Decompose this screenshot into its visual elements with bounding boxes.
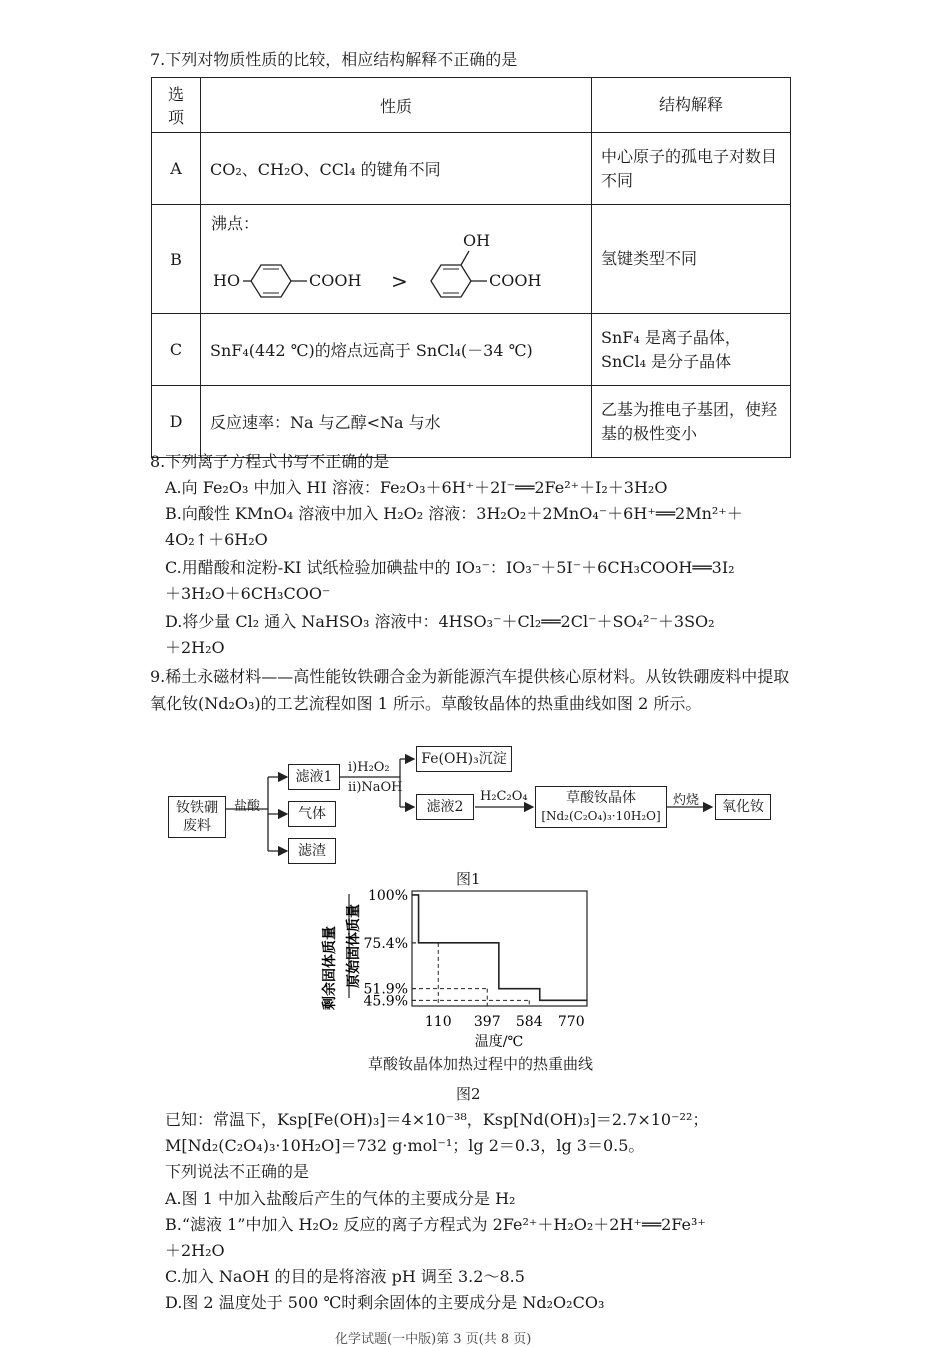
row-b-explanation: 氢键类型不同 <box>592 205 791 314</box>
q7-stem: 7.下列对物质性质的比较，相应结构解释不正确的是 <box>150 50 518 69</box>
tg-ylabel-bottom: 原始固体质量 <box>346 904 362 988</box>
crystal-line1: 草酸钕晶体 <box>566 790 636 806</box>
row-b-oh: OH <box>463 231 491 250</box>
q7-row-d <box>152 386 791 458</box>
burn-label: 灼烧 <box>673 793 700 808</box>
step-i-label: i)H₂O₂ <box>348 760 390 775</box>
tg-xtick-label: 397 <box>473 1014 501 1030</box>
residue-box: 滤渣 <box>288 838 336 864</box>
row-b-cooh-1: COOH <box>309 271 362 290</box>
feoh3-box: Fe(OH)₃沉淀 <box>416 746 512 772</box>
h2c2o4-label: H₂C₂O₄ <box>480 789 528 804</box>
page-footer: 化学试题(一中版)第 3 页(共 8 页) <box>335 1332 532 1347</box>
tg-ytick-label: 45.9% <box>363 993 408 1010</box>
tg-curve <box>412 895 587 1000</box>
product-box: 氧化钕 <box>715 794 771 820</box>
q9-known-line1: 已知：常温下，Ksp[Fe(OH)₃]＝4×10⁻³⁸，Ksp[Nd(OH)₃]＝2.7×10⁻²²； <box>165 1110 709 1129</box>
header-explanation: 结构解释 <box>592 78 791 133</box>
q7-row-c <box>152 314 791 386</box>
row-d-property: 反应速率：Na 与乙醇<Na 与水 <box>201 386 592 458</box>
row-b-compare: > <box>391 269 408 293</box>
q8-option-d-line2: ＋2H₂O <box>165 638 225 657</box>
row-b-ho: HO <box>213 271 241 290</box>
filtrate1-box: 滤液1 <box>288 764 340 790</box>
tg-xlabel: 温度/℃ <box>474 1034 524 1050</box>
raw-material-line1: 钕铁硼 <box>176 800 218 816</box>
tg-ytick-label: 100% <box>367 887 408 904</box>
row-d-explanation: 乙基为推电子基团，使羟基的极性变小 <box>592 386 791 458</box>
tg-xtick-label: 770 <box>557 1014 585 1030</box>
row-c-property: SnF₄(442 ℃)的熔点远高于 SnCl₄(－34 ℃) <box>201 314 592 386</box>
q8-stem: 8.下列离子方程式书写不正确的是 <box>150 452 390 471</box>
crystal-box <box>535 786 667 828</box>
fig2-caption: 图2 <box>456 1085 481 1103</box>
q7-header-row <box>152 78 791 133</box>
row-c-option: C <box>152 314 201 386</box>
q8-option-c-line2: ＋3H₂O＋6CH₃COO⁻ <box>165 584 331 603</box>
header-option: 选项 <box>152 78 201 133</box>
raw-material-line2: 废料 <box>183 818 211 834</box>
crystal-line2: [Nd₂(C₂O₄)₃·10H₂O] <box>541 809 661 823</box>
row-a-option: A <box>152 133 201 205</box>
q9-option-c: C.加入 NaOH 的目的是将溶液 pH 调至 3.2～8.5 <box>165 1267 525 1286</box>
q8-option-b-line1: B.向酸性 KMnO₄ 溶液中加入 H₂O₂ 溶液：3H₂O₂＋2MnO₄⁻＋6H⁺══2Mn²⁺＋ <box>165 504 743 523</box>
tg-xtick-label: 584 <box>515 1014 543 1030</box>
flow-chart <box>150 740 790 890</box>
row-d-option: D <box>152 386 201 458</box>
tg-ytick-label: 51.9% <box>363 981 408 998</box>
row-b-cooh-2: COOH <box>489 271 542 290</box>
tg-title: 草酸钕晶体加热过程中的热重曲线 <box>368 1055 594 1073</box>
row-b-property <box>201 205 592 314</box>
q9-option-d: D.图 2 温度处于 500 ℃时剩余固体的主要成分是 Nd₂O₂CO₃ <box>165 1293 605 1312</box>
q8-option-d-line1: D.将少量 Cl₂ 通入 NaHSO₃ 溶液中：4HSO₃⁻＋Cl₂══2Cl⁻＋SO₄²⁻＋3SO₂ <box>165 612 715 631</box>
row-a-explanation: 中心原子的孤电子对数目不同 <box>592 133 791 205</box>
q9-option-b-line2: ＋2H₂O <box>165 1241 225 1260</box>
q8-option-c-line1: C.用醋酸和淀粉-KI 试纸检验加碘盐中的 IO₃⁻：IO₃⁻＋5I⁻＋6CH₃COOH══3I₂ <box>165 558 735 577</box>
q8-option-a: A.向 Fe₂O₃ 中加入 HI 溶液：Fe₂O₃＋6H⁺＋2I⁻══2Fe²⁺＋I₂＋3H₂O <box>165 478 668 497</box>
step-ii-label: ii)NaOH <box>348 780 403 795</box>
q9-option-b-line1: B.“滤液 1”中加入 H₂O₂ 反应的离子方程式为 2Fe²⁺＋H₂O₂＋2H⁺══2Fe³⁺ <box>165 1215 706 1234</box>
gas-box: 气体 <box>288 801 336 827</box>
q7-table <box>151 77 791 458</box>
row-a-property: CO₂、CH₂O、CCl₄ 的键角不同 <box>201 133 592 205</box>
q9-known-line2: M[Nd₂(C₂O₄)₃·10H₂O]＝732 g·mol⁻¹；lg 2＝0.3，lg 3＝0.5。 <box>165 1136 645 1155</box>
tg-chart <box>300 886 640 1056</box>
tg-xtick-label: 110 <box>424 1014 452 1030</box>
tg-ytick-label: 75.4% <box>363 935 408 952</box>
q7-row-b <box>152 205 791 314</box>
tg-ylabel-top: 剩余固体质量 <box>322 926 338 1010</box>
fig1-caption: 图1 <box>456 870 481 888</box>
q9-option-a: A.图 1 中加入盐酸后产生的气体的主要成分是 H₂ <box>165 1189 516 1208</box>
filtrate2-box: 滤液2 <box>416 794 474 820</box>
row-b-option: B <box>152 205 201 314</box>
row-b-label: 沸点： <box>211 214 260 233</box>
q9-ask: 下列说法不正确的是 <box>165 1162 310 1181</box>
q7-row-a <box>152 133 791 205</box>
q8-option-b-line2: 4O₂↑＋6H₂O <box>165 530 268 549</box>
header-property: 性质 <box>201 78 592 133</box>
raw-material-box <box>168 796 226 838</box>
benzene-structures <box>201 205 585 313</box>
q9-stem: 9.稀土永磁材料——高性能钕铁硼合金为新能源汽车提供核心原材料。从钕铁硼废料中提取氧化钕(Nd₂O₃)的工艺流程如图 1 所示。草酸钕晶体的热重曲线如图 2 所示。 <box>150 667 790 713</box>
hcl-label: 盐酸 <box>234 799 261 814</box>
row-c-explanation: SnF₄ 是离子晶体，SnCl₄ 是分子晶体 <box>592 314 791 386</box>
